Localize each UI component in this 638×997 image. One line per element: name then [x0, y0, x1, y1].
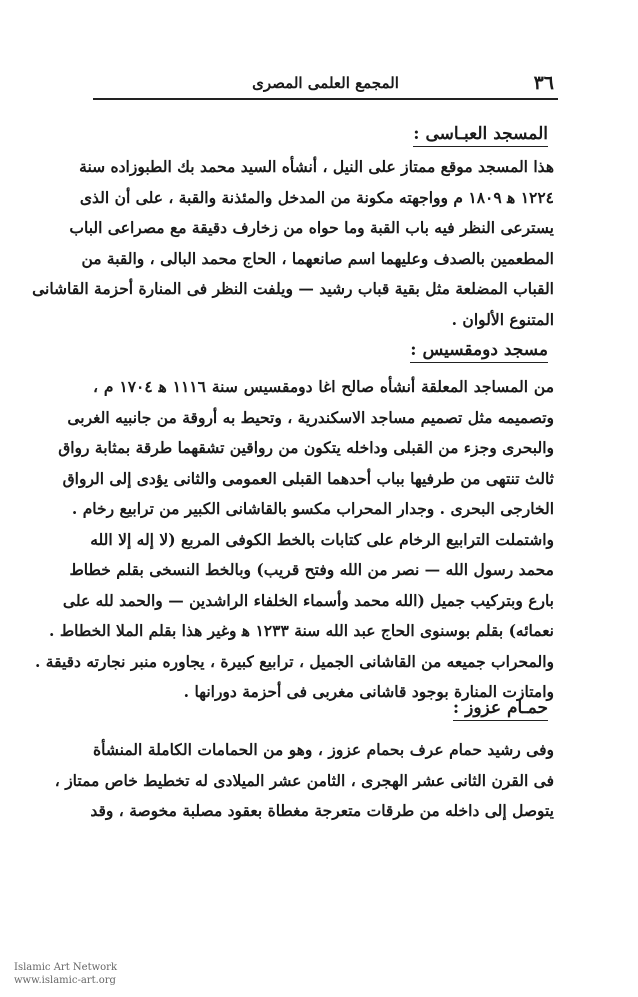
- running-title: المجمع العلمى المصرى: [252, 74, 399, 92]
- watermark: [14, 961, 117, 987]
- paragraph-line: نعمائه) بقلم بوسنوى الحاج عبد الله سنة ١٢٣٣ ﻫ وغير هذا بقلم الملا الخطاط .: [49, 621, 554, 640]
- paragraph-line: القباب المضلعة مثل بقية قباب رشيد — ويلفت النظر فى المنارة أحزمة القاشانى: [32, 279, 554, 298]
- section-paragraph-abbasi-mosque: [32, 152, 554, 335]
- paragraph-line: ١٢٢٤ ﻫ ١٨٠٩ م وواجهته مكونة من المدخل والمئذنة والقبة ، على أن الذى: [79, 187, 554, 207]
- paragraph-line: والمحراب جميعه من القاشانى الجميل ، ترابيع كبيرة ، يجاوره منبر نجارته دقيقة .: [35, 651, 554, 671]
- watermark-line-2: www.islamic-art.org: [14, 975, 116, 986]
- paragraph-line: المطعمين بالصدف وعليهما اسم صانعهما ، الحاج محمد البالى ، والقبة من: [81, 248, 554, 268]
- watermark-line-1: Islamic Art Network: [14, 962, 118, 973]
- section-heading-abbasi-mosque: المسجد العبـاسى :: [413, 124, 548, 147]
- page-header: [93, 70, 558, 100]
- paragraph-line: وتصميمه مثل تصميم مساجد الاسكندرية ، وتحيط به أروقة من جانبيه الغربى: [67, 407, 554, 427]
- paragraph-line: يسترعى النظر فيه باب القبة وما حواه من زخارف دقيقة مع مصراعى الباب: [69, 218, 554, 237]
- paragraph-line: ثالث تنتهى من طرفيها بباب أحدهما القبلى العمومى والثانى يؤدى إلى الرواق: [62, 468, 554, 488]
- paragraph-line: والبحرى وجزء من القبلى وداخله يتكون من رواقين تشقهما طرقة بمثابة رواق: [58, 438, 554, 457]
- section-heading-domaksis-mosque: مسجد دومقسيس :: [410, 340, 548, 363]
- paragraph-line: محمد رسول الله — نصر من الله وفتح قريب) وبالخط النسخى بقلم خطاط: [69, 560, 554, 579]
- paragraph-line: الخارجى البحرى . وجدار المحراب مكسو بالقاشانى الكبير من ترابيع رخام .: [71, 499, 554, 518]
- paragraph-line: فى القرن الثانى عشر الهجرى ، الثامن عشر الميلادى له تخطيط خاص ممتاز ،: [54, 770, 554, 790]
- paragraph-line: هذا المسجد موقع ممتاز على النيل ، أنشأه السيد محمد بك الطبوزاده سنة: [79, 157, 554, 176]
- paragraph-line: وفى رشيد حمام عرف بحمام عزوز ، وهو من الحمامات الكاملة المنشأة: [93, 740, 554, 759]
- section-heading-azzouz-bath: حمـام عزوز :: [453, 698, 548, 721]
- section-paragraph-domaksis-mosque: [35, 372, 554, 708]
- paragraph-line: واشتملت الترابيع الرخام على كتابات بالخط الكوفى المربع (لا إله إلا الله: [90, 529, 554, 549]
- paragraph-line: من المساجد المعلقة أنشأه صالح اغا دومقسيس سنة ١١١٦ ﻫ ١٧٠٤ م ،: [93, 377, 554, 396]
- paragraph-line: المتنوع الألوان .: [451, 309, 554, 329]
- section-paragraph-azzouz-bath: [54, 735, 554, 827]
- paragraph-line: بارع وبتركيب جميل (الله محمد وأسماء الخلفاء الراشدين — والحمد لله على: [62, 590, 554, 610]
- paragraph-line: يتوصل إلى داخله من طرقات متعرجة مغطاة بعقود مصلبة مخوصة ، وقد: [90, 801, 554, 820]
- paragraph-line: وامتازت المنارة بوجود قاشانى مغربى فى أحزمة دورانها .: [183, 682, 554, 701]
- page-number: ٣٦: [533, 72, 554, 94]
